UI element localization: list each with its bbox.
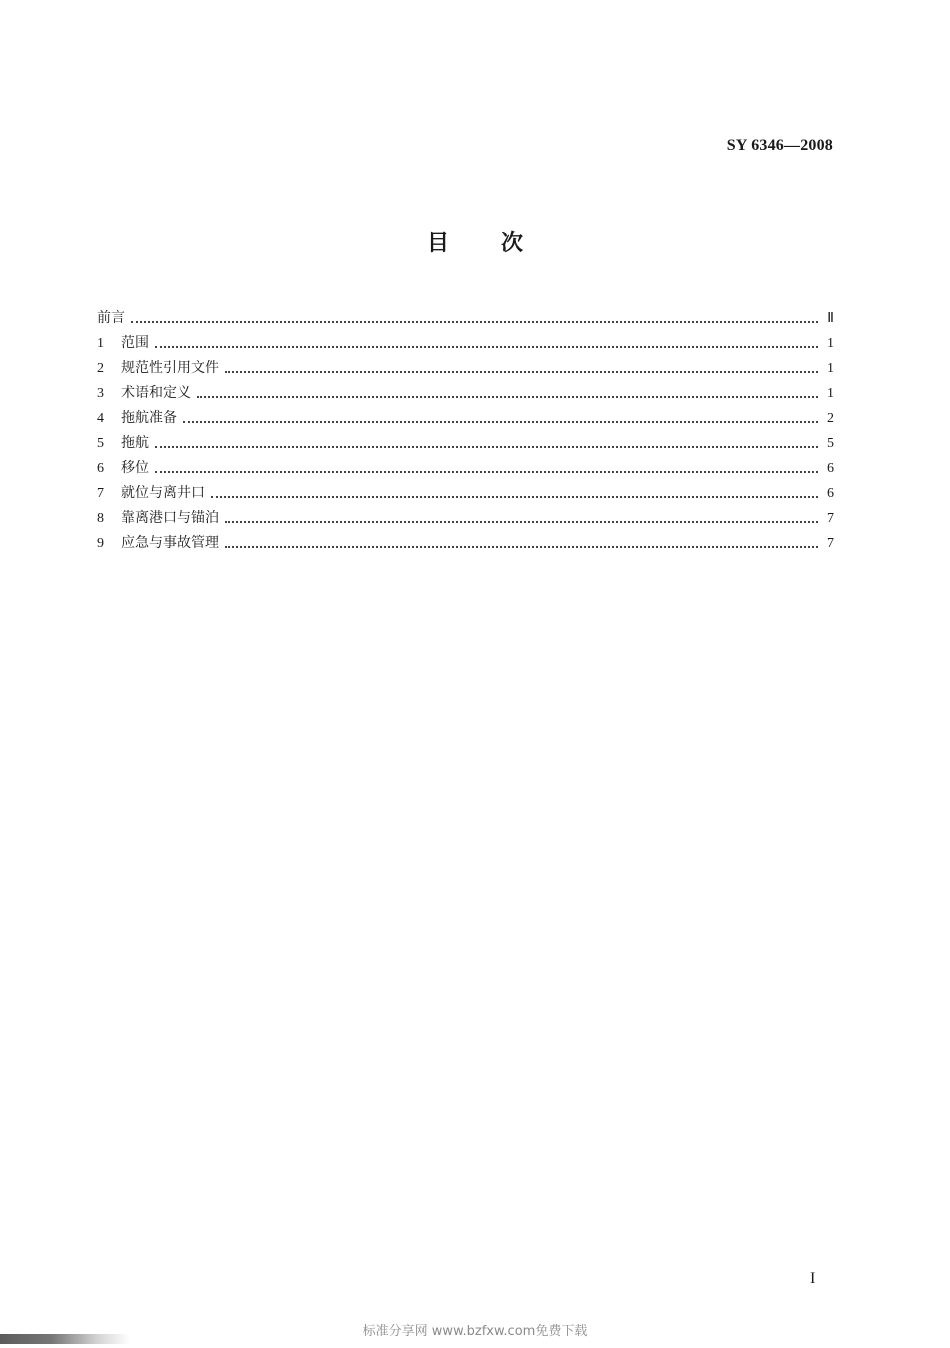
page-number: I <box>810 1270 816 1287</box>
toc-entry-foreword[interactable] <box>97 306 834 331</box>
toc-entry-page: 1 <box>827 361 834 376</box>
toc-leader-dots <box>183 421 818 423</box>
toc-entry-number: 2 <box>97 361 104 376</box>
toc-entry-1[interactable] <box>97 331 834 356</box>
toc-entry-7[interactable] <box>97 481 834 506</box>
toc-entry-number: 9 <box>97 536 104 551</box>
toc-entry-number: 6 <box>97 461 104 476</box>
toc-entry-page: 1 <box>827 336 834 351</box>
toc-entry-label: 拖航准备 <box>121 410 177 426</box>
toc-entry-label: 应急与事故管理 <box>121 535 219 551</box>
toc-leader-dots <box>211 496 818 498</box>
toc-entry-page: 1 <box>827 386 834 401</box>
toc-entry-2[interactable] <box>97 356 834 381</box>
toc-entry-label: 移位 <box>121 460 149 476</box>
toc-entry-page: 2 <box>827 411 834 426</box>
watermark-text: 标准分享网 www.bzfxw.com免费下载 <box>362 1324 588 1339</box>
toc-leader-dots <box>225 546 818 548</box>
toc-entry-page: 6 <box>827 486 834 501</box>
toc-entry-page: Ⅱ <box>827 311 834 326</box>
toc-entry-label: 就位与离井口 <box>121 485 205 501</box>
toc-entry-label: 拖航 <box>121 435 149 451</box>
toc-entry-number: 5 <box>97 436 104 451</box>
scan-artifact <box>0 1334 130 1344</box>
toc-entry-label: 靠离港口与锚泊 <box>121 510 219 526</box>
toc-entry-4[interactable] <box>97 406 834 431</box>
toc-leader-dots <box>155 446 818 448</box>
toc-leader-dots <box>225 521 818 523</box>
toc-entry-page: 7 <box>827 511 834 526</box>
toc-entry-6[interactable] <box>97 456 834 481</box>
toc-entry-3[interactable] <box>97 381 834 406</box>
toc-leader-dots <box>155 346 818 348</box>
toc-entry-page: 6 <box>827 461 834 476</box>
toc-entry-page: 7 <box>827 536 834 551</box>
toc-title <box>0 226 950 257</box>
toc-title-char-1: 目 <box>426 231 449 256</box>
toc-leader-dots <box>131 321 818 323</box>
toc-entry-number: 1 <box>97 336 104 351</box>
toc-entry-page: 5 <box>827 436 834 451</box>
toc-entry-number: 3 <box>97 386 104 401</box>
toc-entry-5[interactable] <box>97 431 834 456</box>
toc-entry-label: 规范性引用文件 <box>121 360 219 376</box>
table-of-contents <box>97 306 834 556</box>
toc-entry-number: 7 <box>97 486 104 501</box>
toc-entry-number: 8 <box>97 511 104 526</box>
toc-leader-dots <box>155 471 818 473</box>
standard-code: SY 6346—2008 <box>726 137 833 154</box>
toc-entry-8[interactable] <box>97 506 834 531</box>
toc-entry-9[interactable] <box>97 531 834 556</box>
toc-entry-number: 4 <box>97 411 104 426</box>
toc-leader-dots <box>197 396 818 398</box>
toc-title-char-2: 次 <box>501 231 524 256</box>
toc-leader-dots <box>225 371 818 373</box>
toc-entry-label: 范围 <box>121 335 149 351</box>
toc-entry-label: 术语和定义 <box>121 385 191 401</box>
toc-entry-label: 前言 <box>97 310 125 326</box>
